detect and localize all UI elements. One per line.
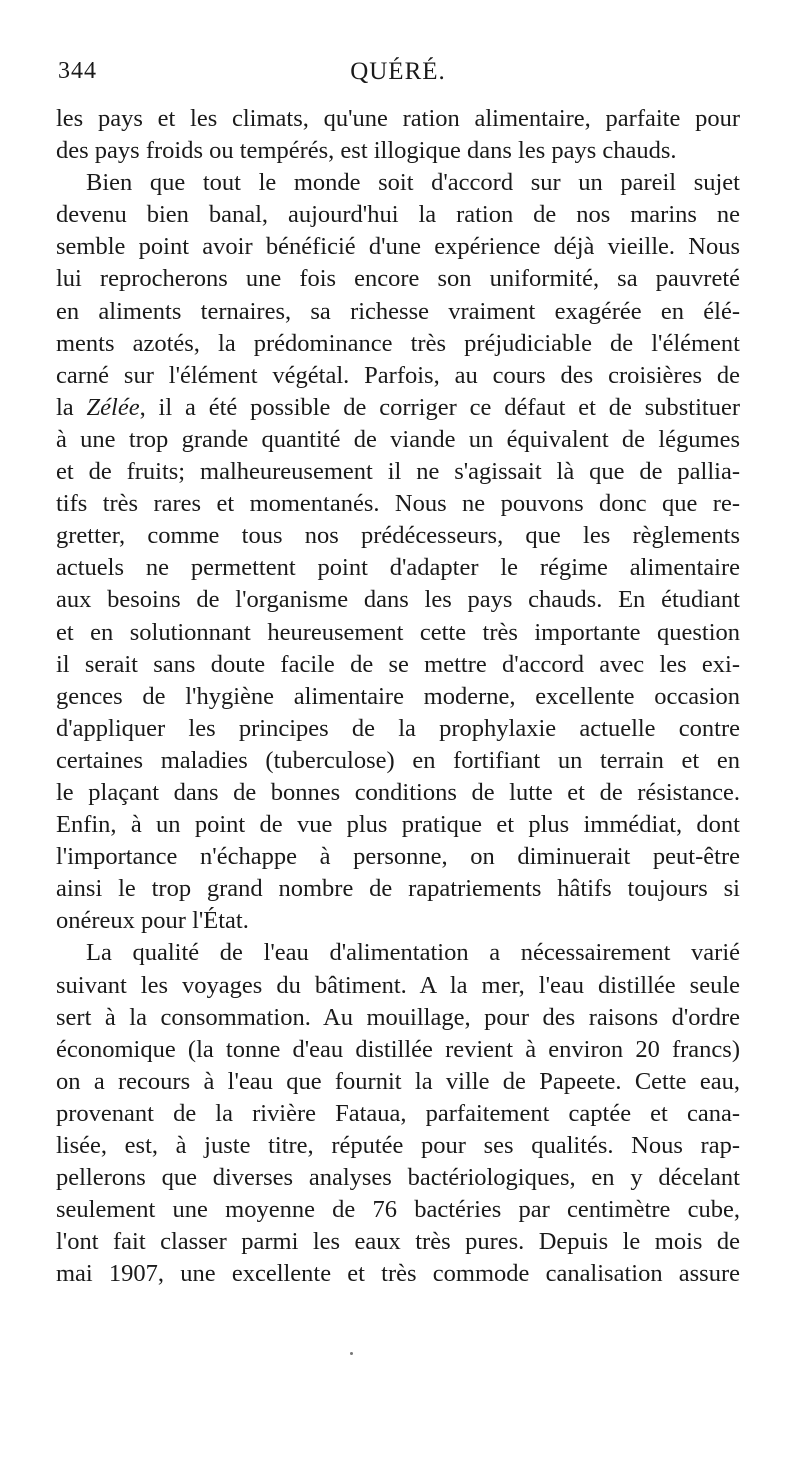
text-line: suivant les voyages du bâtiment. A la mer, l'eau distillée seule: [56, 971, 740, 999]
text-line: l'importance n'échappe à personne, on diminuerait peut-être: [56, 843, 740, 871]
text-line: provenant de la rivière Fataua, parfaitement captée et cana-: [56, 1099, 740, 1127]
text-line: semble point avoir bénéficié d'une expérience déjà vieille. Nous: [56, 233, 740, 261]
text-line: La qualité de l'eau d'alimentation a nécessairement varié: [86, 939, 740, 967]
text-line: Enfin, à un point de vue plus pratique et plus immédiat, dont: [56, 811, 740, 839]
text-line: pellerons que diverses analyses bactériologiques, en y décelant: [56, 1164, 740, 1192]
text-fragment: , il a été possible de corriger ce défaut et de substituer: [139, 393, 740, 421]
text-line: actuels ne permettent point d'adapter le régime alimentaire: [56, 554, 740, 582]
text-fragment: la: [56, 393, 87, 421]
text-line: l'ont fait classer parmi les eaux très pures. Depuis le mois de: [56, 1228, 740, 1256]
text-line: aux besoins de l'organisme dans les pays chauds. En étudiant: [56, 586, 740, 614]
text-line: les pays et les climats, qu'une ration alimentaire, parfaite pour: [56, 105, 740, 132]
text-line: à une trop grande quantité de viande un équivalent de légumes: [56, 425, 740, 453]
running-head: QUÉRÉ.: [350, 58, 446, 85]
text-line: gences de l'hygiène alimentaire moderne, excellente occasion: [56, 682, 740, 710]
text-line: sert à la consommation. Au mouillage, pour des raisons d'ordre: [56, 1003, 740, 1031]
text-line: onéreux pour l'État.: [56, 907, 249, 935]
ship-name-italic: Zélée: [86, 393, 140, 421]
text-line: et de fruits; malheureusement il ne s'agissait là que de pallia-: [56, 458, 740, 486]
text-line: il serait sans doute facile de se mettre d'accord avec les exi-: [56, 650, 740, 678]
text-line: lui reprocherons une fois encore son uniformité, sa pauvreté: [56, 265, 740, 293]
print-speck: [350, 1352, 353, 1355]
body-text: [56, 103, 740, 1290]
text-line: mai 1907, une excellente et très commode canalisation assure: [56, 1260, 740, 1288]
text-line: en aliments ternaires, sa richesse vraiment exagérée en élé-: [56, 297, 740, 325]
text-line: on a recours à l'eau que fournit la ville de Papeete. Cette eau,: [56, 1067, 740, 1095]
text-line: des pays froids ou tempérés, est illogique dans les pays chauds.: [56, 137, 677, 165]
text-line: économique (la tonne d'eau distillée revient à environ 20 francs): [56, 1035, 740, 1063]
text-line: devenu bien banal, aujourd'hui la ration de nos marins ne: [56, 201, 740, 229]
text-line: certaines maladies (tuberculose) en fortifiant un terrain et en: [56, 746, 740, 774]
text-line: Bien que tout le monde soit d'accord sur un pareil sujet: [86, 169, 740, 197]
text-line: tifs très rares et momentanés. Nous ne pouvons donc que re-: [56, 490, 740, 518]
text-line: seulement une moyenne de 76 bactéries par centimètre cube,: [56, 1196, 740, 1224]
text-line: le plaçant dans de bonnes conditions de lutte et de résistance.: [56, 778, 740, 806]
text-line-zelee: [56, 392, 740, 424]
text-line: gretter, comme tous nos prédécesseurs, que les règlements: [56, 522, 740, 550]
text-line: carné sur l'élément végétal. Parfois, au cours des croisières de: [56, 361, 740, 389]
text-line: ainsi le trop grand nombre de rapatriements hâtifs toujours si: [56, 875, 740, 903]
page-number: 344: [58, 58, 97, 84]
page-header: [58, 58, 738, 98]
text-line: et en solutionnant heureusement cette très importante question: [56, 618, 740, 646]
text-line: lisée, est, à juste titre, réputée pour ses qualités. Nous rap-: [56, 1132, 740, 1159]
text-line: ments azotés, la prédominance très préjudiciable de l'élément: [56, 329, 740, 357]
text-line: d'appliquer les principes de la prophylaxie actuelle contre: [56, 714, 740, 742]
